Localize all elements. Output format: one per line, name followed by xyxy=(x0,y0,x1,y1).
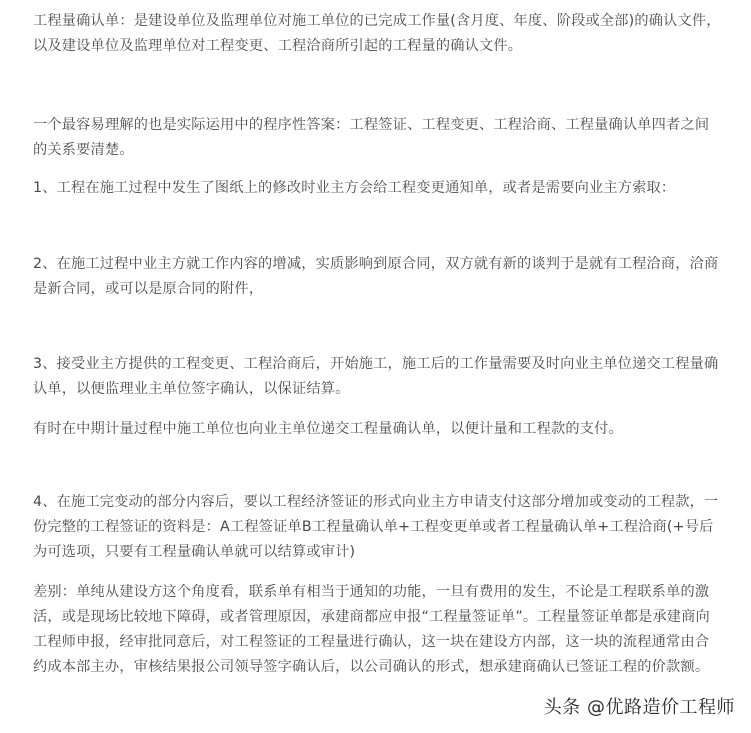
paragraph-point-1: 1、工程在施工过程中发生了图纸上的修改时业主方会给工程变更通知单，或者是需要向业主方索取： xyxy=(33,180,676,196)
paragraph-difference: 差别：单纯从建设方这个角度看，联系单有相当于通知的功能，一旦有费用的发生，不论是工程联系单的激活，或是现场比较地下障碍，或者管理原因，承建商都应申报“工程量签证单”。工程量签证单都是承建商向工程师申报，经审批同意后，对工程签证的工程量进行确认，这一块在建设方内部，这一块的流程通常由合约成本部主办，审核结果报公司领导签字确认后，以公司确认的形式，想承建商确认已签证工程的价款额。 xyxy=(33,584,710,675)
paragraph-point-3: 3、接受业主方提供的工程变更、工程洽商后，开始施工，施工后的工作量需要及时向业主单位递交工程量确认单，以便监理业主单位签字确认，以保证结算。 xyxy=(33,356,719,397)
paragraph-note: 有时在中期计量过程中施工单位也向业主单位递交工程量确认单，以便计量和工程款的支付。 xyxy=(33,421,623,437)
paragraph-intro: 一个最容易理解的也是实际运用中的程序性答案：工程签证、工程变更、工程洽商、工程量确认单四者之间的关系要清楚。 xyxy=(33,117,710,158)
paragraph-point-4: 4、在施工完变动的部分内容后，要以工程经济签证的形式向业主方申请支付这部分增加或变动的工程款，一份完整的工程签证的资料是：A工程签证单B工程量确认单+工程变更单或者工程量确认单+工程洽商(+号后为可选项，只要有工程量确认单就可以结算或审计) xyxy=(33,494,719,560)
paragraph-point-2: 2、在施工过程中业主方就工作内容的增减，实质影响到原合同，双方就有新的谈判于是就有工程洽商，洽商是新合同，或可以是原合同的附件， xyxy=(33,256,719,297)
paragraph-definition: 工程量确认单：是建设单位及监理单位对施工单位的已完成工作量(含月度、年度、阶段或全部)的确认文件，以及建设单位及监理单位对工程变更、工程洽商所引起的工程量的确认文件。 xyxy=(33,13,721,54)
source-watermark: 头条 @优路造价工程师 xyxy=(543,697,735,718)
